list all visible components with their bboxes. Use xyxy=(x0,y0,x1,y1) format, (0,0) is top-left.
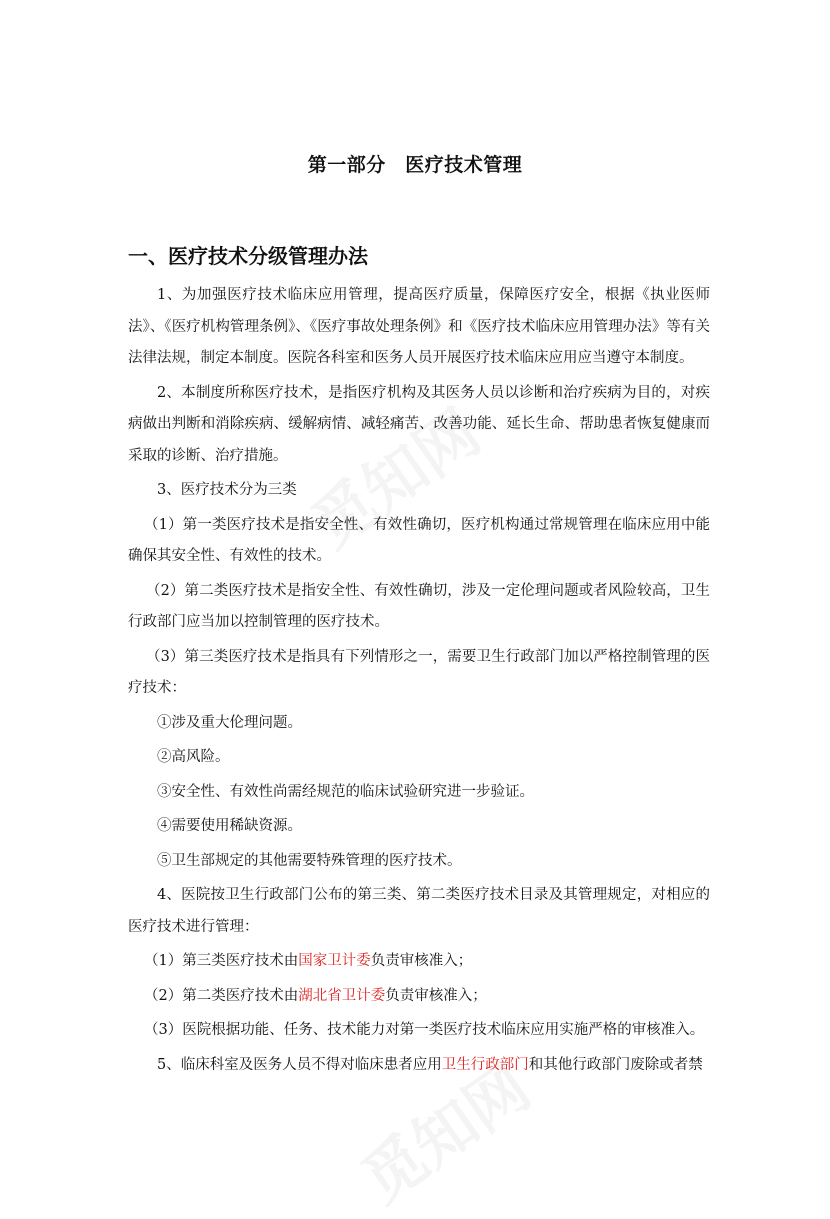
paragraph-4-2 xyxy=(128,981,710,1013)
body-text xyxy=(128,280,710,1084)
paragraph-4-2-post: 负责审核准入； xyxy=(385,987,487,1004)
paragraph-4-1 xyxy=(128,946,710,978)
paragraph-5-highlight: 卫生行政部门 xyxy=(441,1056,529,1073)
paragraph-2: 2、本制度所称医疗技术，是指医疗机构及其医务人员以诊断和治疗疾病为目的，对疾病做出判断和消除疾病、缓解病情、减轻痛苦、改善功能、延长生命、帮助患者恢复健康而采取的诊断、治疗措施。 xyxy=(128,384,710,464)
paragraph-5-pre: 5、临床科室及医务人员不得对临床患者应用 xyxy=(157,1056,442,1073)
paragraph-3-2: （2）第二类医疗技术是指安全性、有效性确切，涉及一定伦理问题或者风险较高，卫生行政部门应当加以控制管理的医疗技术。 xyxy=(128,582,710,630)
paragraph-5 xyxy=(128,1050,710,1082)
list-item-1: ①涉及重大伦理问题。 xyxy=(157,714,302,731)
paragraph-5-post: 和其他行政部门废除或者禁 xyxy=(528,1056,703,1073)
paragraph-4: 4、医院按卫生行政部门公布的第三类、第二类医疗技术目录及其管理规定，对相应的医疗技术进行管理： xyxy=(128,887,710,935)
paragraph-4-2-pre: （2）第二类医疗技术由 xyxy=(144,987,299,1004)
paragraph-4-3: （3）医院根据功能、任务、技术能力对第一类医疗技术临床应用实施严格的审核准入。 xyxy=(144,1022,705,1038)
paragraph-4-1-pre: （1）第三类医疗技术由 xyxy=(144,953,299,969)
paragraph-4-1-highlight: 国家卫计委 xyxy=(298,953,371,969)
paragraph-3-1: （1）第一类医疗技术是指安全性、有效性确切，医疗机构通过常规管理在临床应用中能确保其安全性、有效性的技术。 xyxy=(128,516,710,564)
list-item-2: ②高风险。 xyxy=(157,749,230,765)
paragraph-1: 1、为加强医疗技术临床应用管理，提高医疗质量，保障医疗安全，根据《执业医师法》、《医疗机构管理条例》、《医疗事故处理条例》和《医疗技术临床应用管理办法》等有关法律法规，制定本制度。医院各科室和医务人员开展医疗技术临床应用应当遵守本制度。 xyxy=(128,287,710,366)
paragraph-3: 3、医疗技术分为三类 xyxy=(157,482,297,498)
list-item-4: ④需要使用稀缺资源。 xyxy=(157,818,302,834)
paragraph-4-2-highlight: 湖北省卫计委 xyxy=(298,987,386,1004)
list-item-3: ③安全性、有效性尚需经规范的临床试验研究进一步验证。 xyxy=(157,783,534,800)
section-title: 一、医疗技术分级管理办法 xyxy=(128,244,368,268)
paragraph-4-1-post: 负责审核准入； xyxy=(370,953,473,969)
list-item-5: ⑤卫生部规定的其他需要特殊管理的医疗技术。 xyxy=(157,852,462,869)
part-title: 第一部分 医疗技术管理 xyxy=(307,154,523,176)
paragraph-3-3: （3）第三类医疗技术是指具有下列情形之一，需要卫生行政部门加以严格控制管理的医疗技术： xyxy=(128,648,710,696)
